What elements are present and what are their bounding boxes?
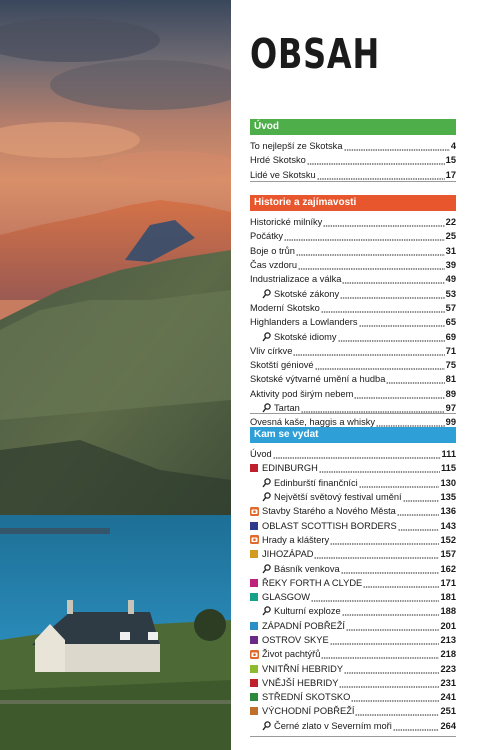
section-heading-historie: Historie a zajímavosti [250,195,456,211]
toc-entry-label: GLASGOW [262,592,311,603]
dot-leader [339,676,439,690]
toc-entry-label: Historické milníky [250,217,323,228]
toc-entry[interactable] [250,315,456,329]
toc-entry[interactable] [250,633,456,647]
toc-entry[interactable] [250,286,456,300]
toc-entry[interactable] [250,590,456,604]
page-title: OBSAH [250,30,381,78]
toc-entry-label: Skotské zákony [274,288,340,299]
dot-leader [319,461,440,475]
toc-entry-page: 111 [441,449,456,460]
toc-entry-label: Highlanders a Lowlanders [250,317,358,328]
toc-entry-page: 135 [440,492,456,503]
color-square-icon [250,693,258,701]
toc-entry[interactable] [250,476,456,490]
dot-leader [293,344,444,358]
region-color-marker [250,665,262,673]
dot-leader [321,301,445,315]
region-color-marker [250,464,262,472]
toc-entry[interactable] [250,690,456,704]
region-color-marker [250,593,262,601]
region-color-marker [250,522,262,530]
dot-leader [398,519,440,533]
dot-leader [317,168,445,182]
cover-photo [0,0,231,750]
toc-entry-page: 71 [445,345,456,356]
toc-entry[interactable] [250,704,456,718]
toc-entry-page: 231 [440,677,456,688]
section-heading-uvod: Úvod [250,119,456,135]
toc-entry[interactable] [250,604,456,618]
toc-entry-page: 31 [445,245,456,256]
toc-entry-page: 136 [440,506,456,517]
dot-leader [397,504,440,518]
dot-leader [340,287,445,301]
toc-entry-label: To nejlepší ze Skotska [250,141,343,152]
dot-leader [342,272,444,286]
toc-entry-page: 69 [445,331,456,342]
toc-entry-page: 17 [445,169,456,180]
toc-entry-page: 75 [445,360,456,371]
camera-icon [250,650,262,659]
toc-entry-page: 81 [445,374,456,385]
divider [250,736,456,737]
toc-entry[interactable] [250,258,456,272]
dot-leader [296,244,445,258]
camera-icon [250,535,262,544]
dot-leader [330,633,440,647]
toc-entry[interactable] [250,229,456,243]
toc-entry-label: Skotské výtvarné umění a hudba [250,374,386,385]
toc-entry[interactable] [250,676,456,690]
color-square-icon [250,679,258,687]
dot-leader [359,476,440,490]
toc-entry-label: Úvod [250,449,272,460]
toc-entry-page: 39 [445,260,456,271]
toc-uvod [250,139,456,182]
toc-entry-page: 99 [445,417,456,428]
toc-entry-page: 89 [445,388,456,399]
pin-icon [262,403,274,413]
toc-entry-label: VÝCHODNÍ POBŘEŽÍ [262,706,355,717]
toc-entry-page: 264 [440,720,456,731]
dot-leader [307,153,445,167]
toc-entry-label: Největší světový festival umění [274,492,402,503]
region-color-marker [250,622,262,630]
toc-entry-page: 152 [440,534,456,545]
color-square-icon [250,665,258,673]
toc-entry-label: Hrady a kláštery [262,534,330,545]
toc-entry[interactable] [250,576,456,590]
toc-entry[interactable] [250,358,456,372]
toc-entry[interactable] [250,153,456,167]
toc-entry-page: 201 [440,620,456,631]
toc-entry-label: Tartan [274,403,300,413]
dot-leader [344,139,450,153]
toc-entry-label: Kulturní exploze [274,606,341,617]
color-square-icon [250,622,258,630]
toc-entry-label: Vliv církve [250,345,293,356]
toc-entry-label: Černé zlato v Severním moři [274,720,392,731]
pin-icon [262,564,274,574]
toc-entry-label: EDINBURGH [262,463,318,474]
toc-entry-page: 25 [445,231,456,242]
toc-entry-page: 213 [440,635,456,645]
toc-entry-page: 97 [445,403,456,413]
pin-icon [262,332,274,342]
toc-entry-label: VNĚJŠÍ HEBRIDY [262,677,339,688]
dot-leader [315,358,445,372]
dot-leader [298,258,445,272]
toc-entry[interactable] [250,719,456,733]
color-square-icon [250,522,258,530]
toc-entry[interactable] [250,518,456,532]
dot-leader [403,490,440,504]
toc-entry-label: Počátky [250,231,284,242]
camera-icon [250,507,262,516]
toc-entry-label: Stavby Starého a Nového Města [262,506,396,517]
toc-entry-label: Život pachtýřů [262,649,321,660]
toc-entry-page: 65 [445,317,456,328]
pin-icon [262,478,274,488]
toc-entry-page: 115 [441,463,456,474]
dot-leader [338,330,445,344]
toc-entry[interactable] [250,619,456,633]
toc-entry-page: 162 [440,563,456,574]
toc-entry-page: 15 [445,155,456,166]
toc-entry-page: 57 [445,302,456,313]
dot-leader [311,590,439,604]
dot-leader [323,215,444,229]
toc-entry-page: 4 [450,141,456,152]
toc-entry-label: Industrializace a válka [250,274,342,285]
toc-entry[interactable] [250,561,456,575]
divider [250,413,456,414]
toc-entry-page: 241 [440,692,456,703]
toc-entry-label: Skotští géniové [250,360,314,371]
toc-entry[interactable] [250,215,456,229]
color-square-icon [250,579,258,587]
toc-entry-label: ZÁPADNÍ POBŘEŽÍ [262,620,345,631]
toc-entry-page: 181 [440,592,456,603]
toc-entry-page: 157 [440,549,456,560]
toc-entry-page: 188 [440,606,456,617]
color-square-icon [250,636,258,644]
toc-historie [250,215,456,429]
toc-entry-label: Hrdé Skotsko [250,155,306,166]
toc-entry-label: Skotské idiomy [274,331,337,342]
pin-icon [262,289,274,299]
toc-entry[interactable] [250,490,456,504]
dot-leader [342,604,440,618]
toc-entry-label: ŘEKY FORTH A CLYDE [262,577,363,588]
toc-entry[interactable] [250,344,456,358]
toc-entry-page: 22 [445,217,456,228]
region-color-marker [250,707,262,715]
toc-entry[interactable] [250,272,456,286]
dot-leader [273,447,441,461]
toc-entry[interactable] [250,139,456,153]
pin-icon [262,721,274,731]
toc-entry-page: 130 [440,477,456,488]
toc-entry-label: Edinburští finančníci [274,477,358,488]
dot-leader [351,690,439,704]
toc-entry[interactable] [250,387,456,401]
dot-leader [330,533,439,547]
dot-leader [355,704,439,718]
toc-entry[interactable] [250,461,456,475]
region-color-marker [250,636,262,644]
divider [250,181,456,182]
toc-entry-label: VNITŘNÍ HEBRIDY [262,663,344,674]
toc-entry-label: STŘEDNÍ SKOTSKO [262,692,351,703]
color-square-icon [250,550,258,558]
region-color-marker [250,579,262,587]
toc-entry-label: Ovesná kaše, haggis a whisky [250,417,376,428]
toc-entry-page: 49 [445,274,456,285]
section-heading-kam: Kam se vydat [250,427,456,443]
toc-entry-page: 223 [440,663,456,674]
toc-entry-label: Básník venkova [274,563,340,574]
toc-entry[interactable] [250,301,456,315]
dot-leader [344,662,439,676]
dot-leader [359,315,445,329]
toc-entry-label: Čas vzdoru [250,260,298,271]
toc-kam [250,447,456,733]
toc-entry[interactable] [250,168,456,182]
toc-entry[interactable] [250,244,456,258]
toc-entry-label: OBLAST SCOTTISH BORDERS [262,520,397,531]
toc-entry-label: Boje o trůn [250,245,295,256]
toc-entry[interactable] [250,447,456,461]
toc-entry-page: 171 [440,577,456,588]
region-color-marker [250,679,262,687]
toc-entry[interactable] [250,661,456,675]
toc-entry-label: JIHOZÁPAD [262,549,314,560]
toc-entry[interactable] [250,329,456,343]
color-square-icon [250,464,258,472]
toc-entry[interactable] [250,504,456,518]
dot-leader [321,647,439,661]
toc-entry-label: Lidé ve Skotsku [250,169,316,180]
toc-entry[interactable] [250,372,456,386]
toc-entry-label: OSTROV SKYE [262,635,329,645]
color-square-icon [250,593,258,601]
color-square-icon [250,707,258,715]
dot-leader [346,619,439,633]
region-color-marker [250,550,262,558]
toc-entry-label: Moderní Skotsko [250,302,320,313]
toc-entry-page: 218 [440,649,456,660]
dot-leader [354,387,444,401]
dot-leader [386,372,444,386]
toc-entry[interactable] [250,647,456,661]
dot-leader [363,576,439,590]
toc-entry[interactable] [250,533,456,547]
toc-entry-page: 143 [440,520,456,531]
toc-entry-page: 53 [445,288,456,299]
dot-leader [393,719,440,733]
dot-leader [284,229,445,243]
pin-icon [262,492,274,502]
toc-entry-label: Aktivity pod širým nebem [250,388,354,399]
toc-entry-page: 251 [440,706,456,717]
dot-leader [341,562,440,576]
dot-leader [314,547,439,561]
pin-icon [262,606,274,616]
toc-entry[interactable] [250,547,456,561]
region-color-marker [250,693,262,701]
